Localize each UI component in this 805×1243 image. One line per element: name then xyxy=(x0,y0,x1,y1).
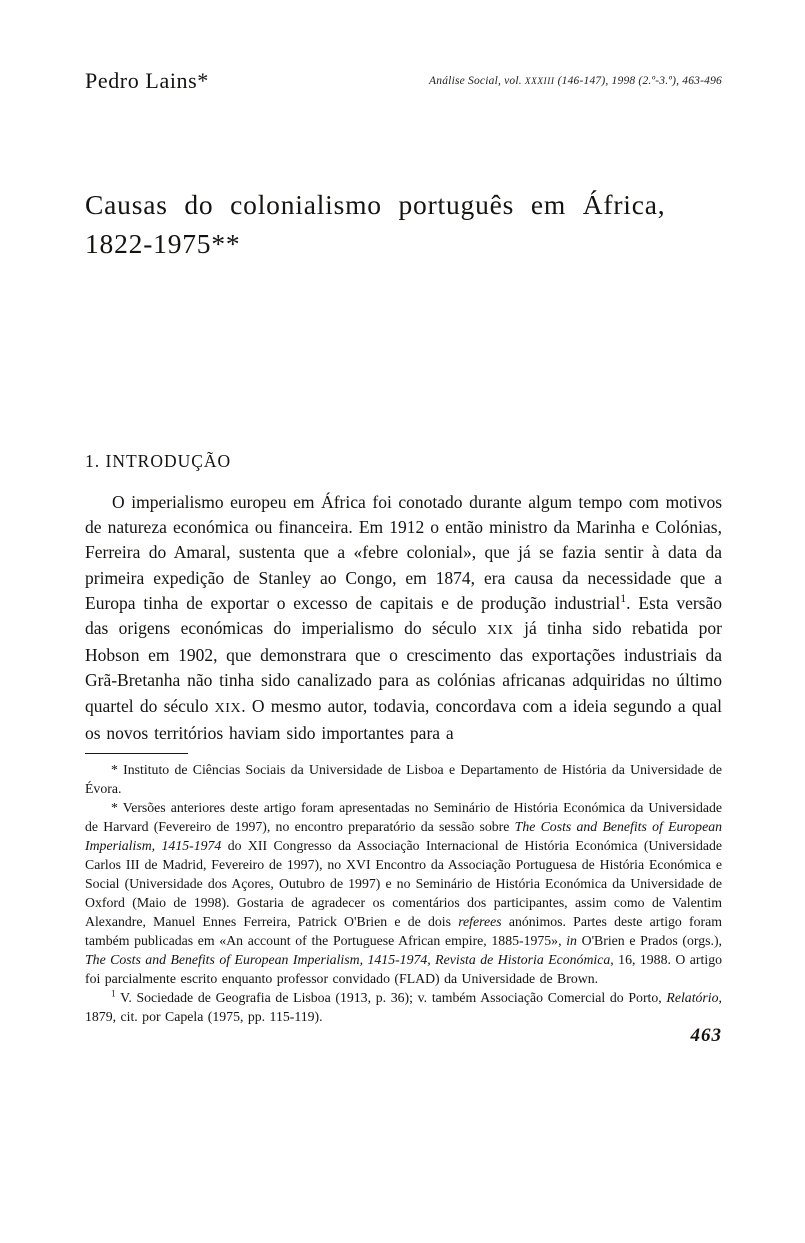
footnote-reference-1: $^1$ V. Sociedade de Geografia de Lisboa (1913, p. 36); v. também Associação Comercial do Porto, Relatório, 1879, cit. por Capela (1975, pp. 115-119). xyxy=(85,989,722,1024)
footnotes-block xyxy=(85,760,722,1026)
title-line-2: 1822-1975** xyxy=(85,227,241,259)
footnote-affiliation: * Instituto de Ciências Sociais da Universidade de Lisboa e Departamento de História da Universidade de Évora. xyxy=(85,762,722,796)
page-number: 463 xyxy=(690,1025,722,1046)
footnote-separator xyxy=(85,753,188,754)
page-header xyxy=(85,66,722,96)
footnote-acknowledgements: * Versões anteriores deste artigo foram apresentadas no Seminário de História Económica da Universidade de Harvard (Fevereiro de 1997), no encontro preparatório da sessão sobre The Costs and Benefits of European Imperialism, 1415-1974 do XII Congresso da Associação Internacional de História Económica (Universidade Carlos III de Madrid, Fevereiro de 1997), no XVI Encontro da Associação Portuguesa de História Económica e Social (Universidade dos Açores, Outubro de 1997) e no Seminário de História Económica da Universidade de Oxford (Maio de 1998). Gostaria de agradecer os comentários dos participantes, assim como de Valentim Alexandre, Manuel Ennes Ferreira, Patrick O'Brien e de dois referees anónimos. Partes deste artigo foram também publicadas em «An account of the Portuguese African empire, 1885-1975», in O'Brien e Prados (orgs.), The Costs and Benefits of European Imperialism, 1415-1974, Revista de Historia Económica, 16, 1988. O artigo foi parcialmente escrito enquanto professor convidado (FLAD) da Universidade de Brown. xyxy=(85,800,723,986)
author-name: Pedro Lains* xyxy=(85,68,209,93)
title-line-1: Causas do colonialismo português em África, xyxy=(85,189,666,220)
journal-citation: Análise Social, vol. XXXIII (146-147), 1998 (2.º-3.º), 463-496 xyxy=(429,75,722,87)
section-heading: 1. INTRODUÇÃO xyxy=(85,451,232,471)
body-paragraph: O imperialismo europeu em África foi conotado durante algum tempo com motivos de natureza económica ou financeira. Em 1912 o então ministro da Marinha e Colónias, Ferreira do Amaral, sustenta que a «febre colonial», que já se fazia sentir à data da primeira expedição de Stanley ao Congo, em 1874, era causa da necessidade que a Europa tinha de exportar o excesso de capitais e de produção industrial$^1$. Esta versão das origens económicas do imperialismo do século XIX já tinha sido rebatida por Hobson em 1902, que demonstrara que o crescimento das exportações industriais da Grã-Bretanha não tinha sido canalizado para as colónias africanas adquiridas no último quartel do século XIX. O mesmo autor, todavia, concordava com a ideia segundo a qual os novos territórios haviam sido importantes para a xyxy=(85,492,722,743)
article-title xyxy=(85,186,725,263)
